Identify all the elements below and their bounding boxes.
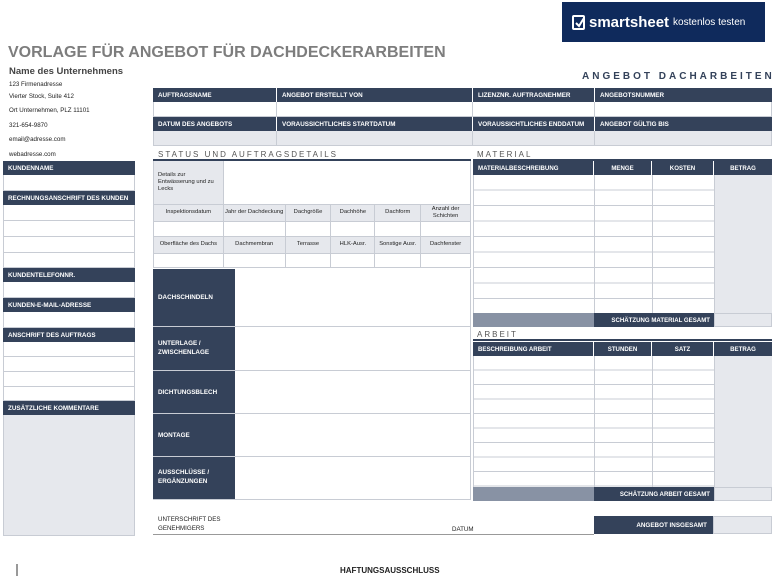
job-name-label: AUFTRAGSNAME [153,88,277,102]
roof-size-field[interactable] [286,222,332,237]
inspection-date-label: Inspektionsdatum [154,205,224,222]
end-date-field[interactable] [473,131,595,146]
exclusions-field[interactable] [235,457,471,499]
company-website: webadresse.com [9,151,56,158]
customer-email-field[interactable] [3,312,135,328]
leaks-label: Details zur Entwässerung und zu Lecks [154,161,224,205]
material-desc-header: MATERIALBESCHREIBUNG [473,161,594,175]
license-number-label: LIZENZNR. AUFTRAGNEHMER [473,88,595,102]
layers-field[interactable] [421,222,471,237]
billing-address-field[interactable] [3,205,135,268]
quote-number-field[interactable] [595,102,772,117]
job-name-field[interactable] [153,102,277,117]
document-heading: ANGEBOT DACHARBEITEN [582,71,775,82]
brand-name: smartsheet [589,13,670,31]
customer-name-field[interactable] [3,175,135,191]
valid-until-field[interactable] [595,131,772,146]
company-address-2: Vierter Stock, Suite 412 [9,93,74,100]
labor-total-label: SCHÄTZUNG ARBEIT GESAMT [594,487,714,501]
material-rows[interactable] [473,175,772,313]
shingles-field[interactable] [235,269,471,326]
created-by-label: ANGEBOT ERSTELLT VON [277,88,473,102]
work-sections [153,269,471,500]
underlayment-field[interactable] [235,327,471,370]
comments-field[interactable] [3,415,135,536]
company-phone: 321-654-9870 [9,122,48,129]
labor-rate-header: SATZ [652,342,714,356]
roof-year-label: Jahr der Dachdeckung [224,205,286,222]
page-title: VORLAGE FÜR ANGEBOT FÜR DACHDECKERARBEITEN [8,44,446,61]
roof-membrane-field[interactable] [224,254,286,268]
start-date-label: VORAUSSICHTLICHES STARTDATUM [277,117,473,131]
skylight-field[interactable] [421,254,471,268]
labor-rows[interactable] [473,356,772,487]
terrace-field[interactable] [286,254,332,268]
underlayment-label: UNTERLAGE / ZWISCHENLAGE [153,327,235,370]
customer-name-label: KUNDENNAME [3,161,135,175]
material-cost-header: KOSTEN [652,161,714,175]
comments-label: ZUSÄTZLICHE KOMMENTARE [3,401,135,415]
quote-date-field[interactable] [153,131,277,146]
roof-size-label: Dachgröße [286,205,332,222]
status-table [153,161,471,268]
material-table [473,161,772,327]
status-heading: STATUS UND AUFTRAGSDETAILS [158,150,339,159]
installation-field[interactable] [235,414,471,456]
company-address-1: 123 Firmenadresse [9,81,63,88]
roof-height-field[interactable] [331,222,375,237]
valid-until-label: ANGEBOT GÜLTIG BIS [595,117,772,131]
exclusions-label: AUSSCHLÜSSE / ERGÄNZUNGEN [153,457,235,499]
job-info-table [153,88,772,146]
smartsheet-banner[interactable] [562,2,765,42]
other-equipment-label: Sonstige Ausr. [375,237,421,254]
terrace-label: Terrasse [286,237,332,254]
leaks-field[interactable] [224,161,471,205]
start-date-field[interactable] [277,131,473,146]
labor-desc-header: BESCHREIBUNG ARBEIT [473,342,594,356]
customer-email-label: KUNDEN-E-MAIL-ADRESSE [3,298,135,312]
date-label: DATUM [452,526,474,533]
other-equipment-field[interactable] [375,254,421,268]
material-amount-header: BETRAG [714,161,772,175]
labor-heading: ARBEIT [477,330,518,339]
grand-total-label: ANGEBOT INSGESAMT [594,516,713,534]
disclaimer-heading: HAFTUNGSAUSSCHLUSS [340,566,440,575]
flashing-field[interactable] [235,371,471,413]
flashing-label: DICHTUNGSBLECH [153,371,235,413]
roof-shape-label: Dachform [375,205,421,222]
signature-line[interactable] [153,534,594,535]
signature-label: UNTERSCHRIFT DES GENEHMIGERS [158,516,221,532]
customer-phone-field[interactable] [3,282,135,298]
material-qty-header: MENGE [594,161,652,175]
scroll-indicator[interactable] [16,564,18,576]
layers-label: Anzahl der Schichten [421,205,471,222]
billing-address-label: RECHNUNGSANSCHRIFT DES KUNDEN [3,191,135,205]
labor-table [473,342,772,501]
license-number-field[interactable] [473,102,595,117]
created-by-field[interactable] [277,102,473,117]
skylight-label: Dachfenster [421,237,471,254]
grand-total-field[interactable] [713,516,772,534]
roof-shape-field[interactable] [375,222,421,237]
company-address-3: Ort Unternehmen, PLZ 11101 [9,107,90,114]
inspection-date-field[interactable] [154,222,224,237]
roof-height-label: Dachhöhe [331,205,375,222]
material-total-label: SCHÄTZUNG MATERIAL GESAMT [594,313,714,327]
quote-date-label: DATUM DES ANGEBOTS [153,117,277,131]
end-date-label: VORAUSSICHTLICHES ENDDATUM [473,117,595,131]
quote-number-label: ANGEBOTSNUMMER [595,88,772,102]
installation-label: MONTAGE [153,414,235,456]
trial-cta: kostenlos testen [673,16,746,28]
hvac-label: HLK-Ausr. [331,237,375,254]
roof-year-field[interactable] [224,222,286,237]
labor-total-field[interactable] [714,487,772,501]
labor-amount-header: BETRAG [714,342,772,356]
company-name: Name des Unternehmens [9,66,124,77]
company-email: email@adresse.com [9,136,66,143]
hvac-field[interactable] [331,254,375,268]
job-address-label: ANSCHRIFT DES AUFTRAGS [3,328,135,342]
left-customer-panel [3,161,135,536]
roof-surface-field[interactable] [154,254,224,268]
shingles-label: DACHSCHINDELN [153,269,235,326]
roof-membrane-label: Dachmembran [224,237,286,254]
roof-surface-label: Oberfläche des Dachs [154,237,224,254]
customer-phone-label: KUNDENTELEFONNR. [3,268,135,282]
material-heading: MATERIAL [477,150,533,159]
labor-hours-header: STUNDEN [594,342,652,356]
material-total-field[interactable] [714,313,772,327]
job-address-field[interactable] [3,342,135,401]
smartsheet-logo-icon [572,15,585,30]
